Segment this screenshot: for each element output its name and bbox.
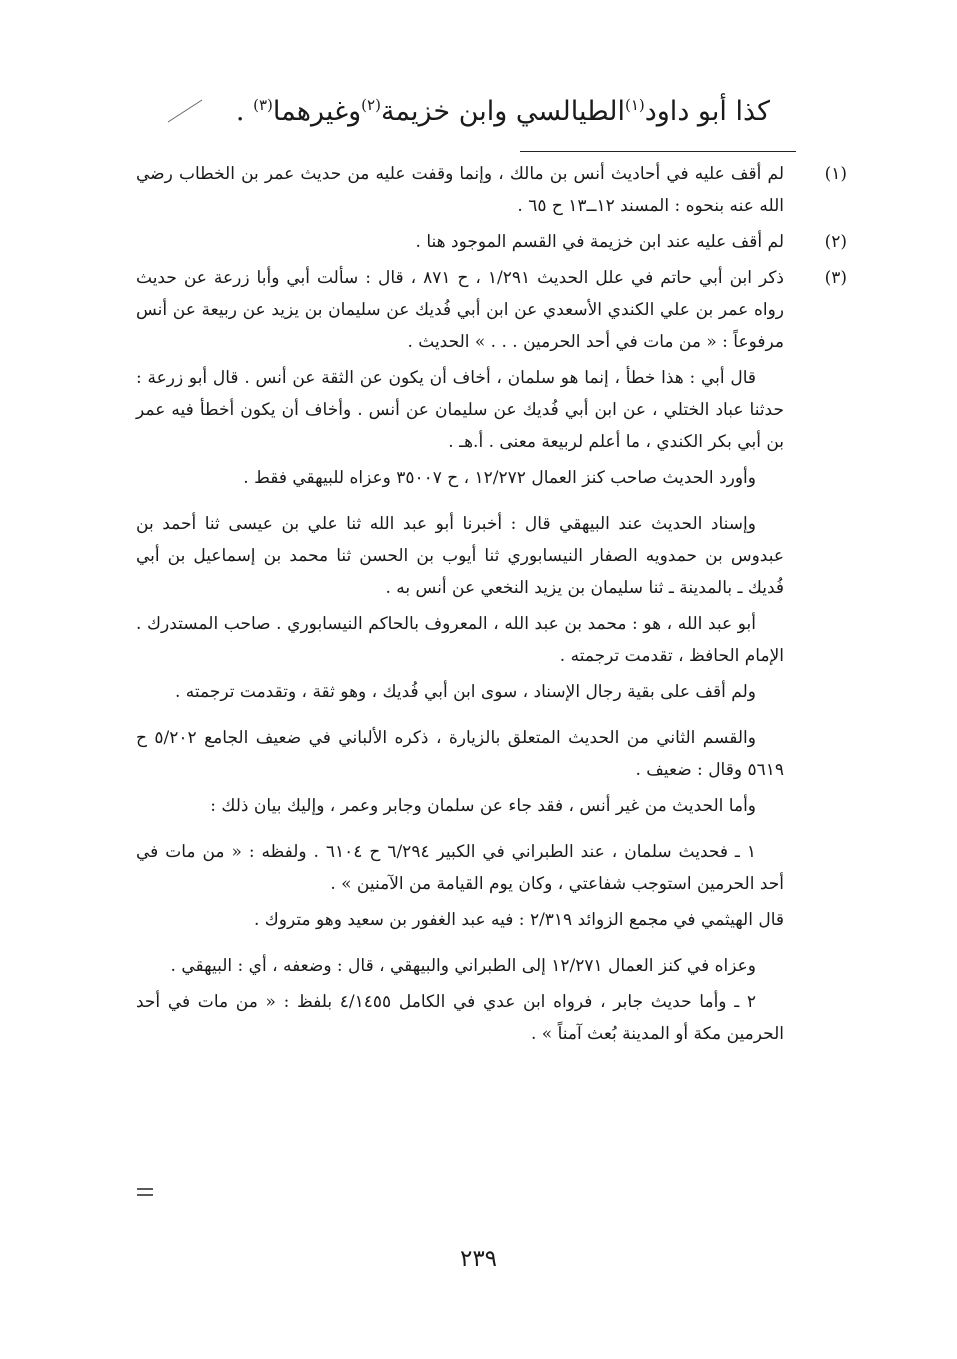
footnote-2	[136, 226, 847, 258]
footnote-number: (٢)	[824, 232, 847, 252]
footnote-number: (١)	[824, 164, 847, 184]
footnote-paragraph: ذكر ابن أبي حاتم في علل الحديث ١/٢٩١ ، ح ٨٧١ ، قال : سألت أبي وأبا زرعة عن حديث رواه عمر بن علي الكندي الأسعدي عن ابن أبي فُديك عن سليمان بن يزيد عن ربيعة عن أنس مرفوعاً : « من مات في أحد الحرمين . . . » الحديث .	[136, 268, 785, 352]
footnote-paragraph: والقسم الثاني من الحديث المتعلق بالزيارة ، ذكره الألباني في ضعيف الجامع ٥/٢٠٢ ح ٥٦١٩ وقال : ضعيف .	[136, 728, 784, 780]
main-text-part-3: وغيرهما	[272, 96, 362, 127]
footnote-paragraph: أبو عبد الله ، هو : محمد بن عبد الله ، المعروف بالحاكم النيسابوري . صاحب المستدرك . الإمام الحافظ ، تقدمت ترجمته .	[136, 614, 784, 666]
footnote-paragraph: ولم أقف على بقية رجال الإسناد ، سوى ابن أبي فُديك ، وهو ثقة ، وتقدمت ترجمته .	[174, 682, 756, 702]
footnote-paragraph: وأورد الحديث صاحب كنز العمال ١٢/٢٧٢ ، ح ٣٥٠٠٧ وعزاه للبيهقي فقط .	[243, 468, 756, 488]
footnote-paragraph: وعزاه في كنز العمال ١٢/٢٧١ إلى الطبراني والبيهقي ، قال : وضعفه ، أي : البيهقي .	[170, 956, 756, 976]
footnote-paragraph: لم أقف عليه عند ابن خزيمة في القسم الموجود هنا .	[415, 232, 784, 252]
continuation-mark-icon	[136, 1187, 154, 1197]
footnote-number: (٣)	[824, 268, 847, 288]
footnote-paragraph: ٢ ـ وأما حديث جابر ، فرواه ابن عدي في الكامل ٤/١٤٥٥ بلفظ : « من مات في أحد الحرمين مكة أو المدينة بُعث آمناً » .	[136, 992, 784, 1044]
footnote-1	[136, 158, 847, 222]
main-text-end: .	[235, 96, 254, 127]
footnote-ref-2: (٢)	[361, 96, 381, 114]
footnote-paragraph: قال الهيثمي في مجمع الزوائد ٢/٣١٩ : فيه عبد الغفور بن سعيد وهو متروك .	[253, 910, 784, 930]
main-text-part-2: الطيالسي وابن خزيمة	[380, 96, 625, 127]
main-text-part-1: كذا أبو داود	[644, 96, 770, 127]
footnote-paragraph: ١ ـ فحديث سلمان ، عند الطبراني في الكبير ٦/٢٩٤ ح ٦١٠٤ . ولفظه : « من مات في أحد الحرمين استوجب شفاعتي ، وكان يوم القيامة من الآمنين » .	[136, 842, 784, 894]
page-number: ٢٣٩	[459, 1246, 498, 1272]
footnote-paragraph: وإسناد الحديث عند البيهقي قال : أخبرنا أبو عبد الله ثنا علي بن عيسى ثنا أحمد بن عبدوس بن حمدويه الصفار النيسابوري ثنا أيوب بن الحسن ثنا محمد بن إسماعيل بن أبي فُديك ـ بالمدينة ـ ثنا سليمان بن يزيد النخعي عن أنس به .	[136, 514, 784, 598]
main-text-line	[150, 92, 770, 132]
footnote-ref-3: (٣)	[253, 96, 273, 114]
footnote-3	[136, 262, 847, 1050]
footnotes	[136, 158, 847, 1054]
footnote-paragraph: وأما الحديث من غير أنس ، فقد جاء عن سلمان وجابر وعمر ، وإليك بيان ذلك :	[210, 796, 756, 816]
footnote-separator	[520, 151, 796, 152]
footnote-paragraph: لم أقف عليه في أحاديث أنس بن مالك ، وإنما وقفت عليه من حديث عمر بن الخطاب رضي الله عنه بنحوه : المسند ١٢ــ١٣ ح ٦٥ .	[136, 164, 784, 216]
footnote-paragraph: قال أبي : هذا خطأ ، إنما هو سلمان ، أخاف أن يكون عن الثقة عن أنس . قال أبو زرعة : حدثنا عباد الختلي ، عن ابن أبي فُديك عن سليمان عن أنس . وأخاف أن يكون أخطأ فيه عمر بن أبي بكر الكندي ، ما أعلم لربيعة معنى . أ.هـ .	[136, 368, 784, 452]
footnote-ref-1: (١)	[624, 96, 645, 114]
